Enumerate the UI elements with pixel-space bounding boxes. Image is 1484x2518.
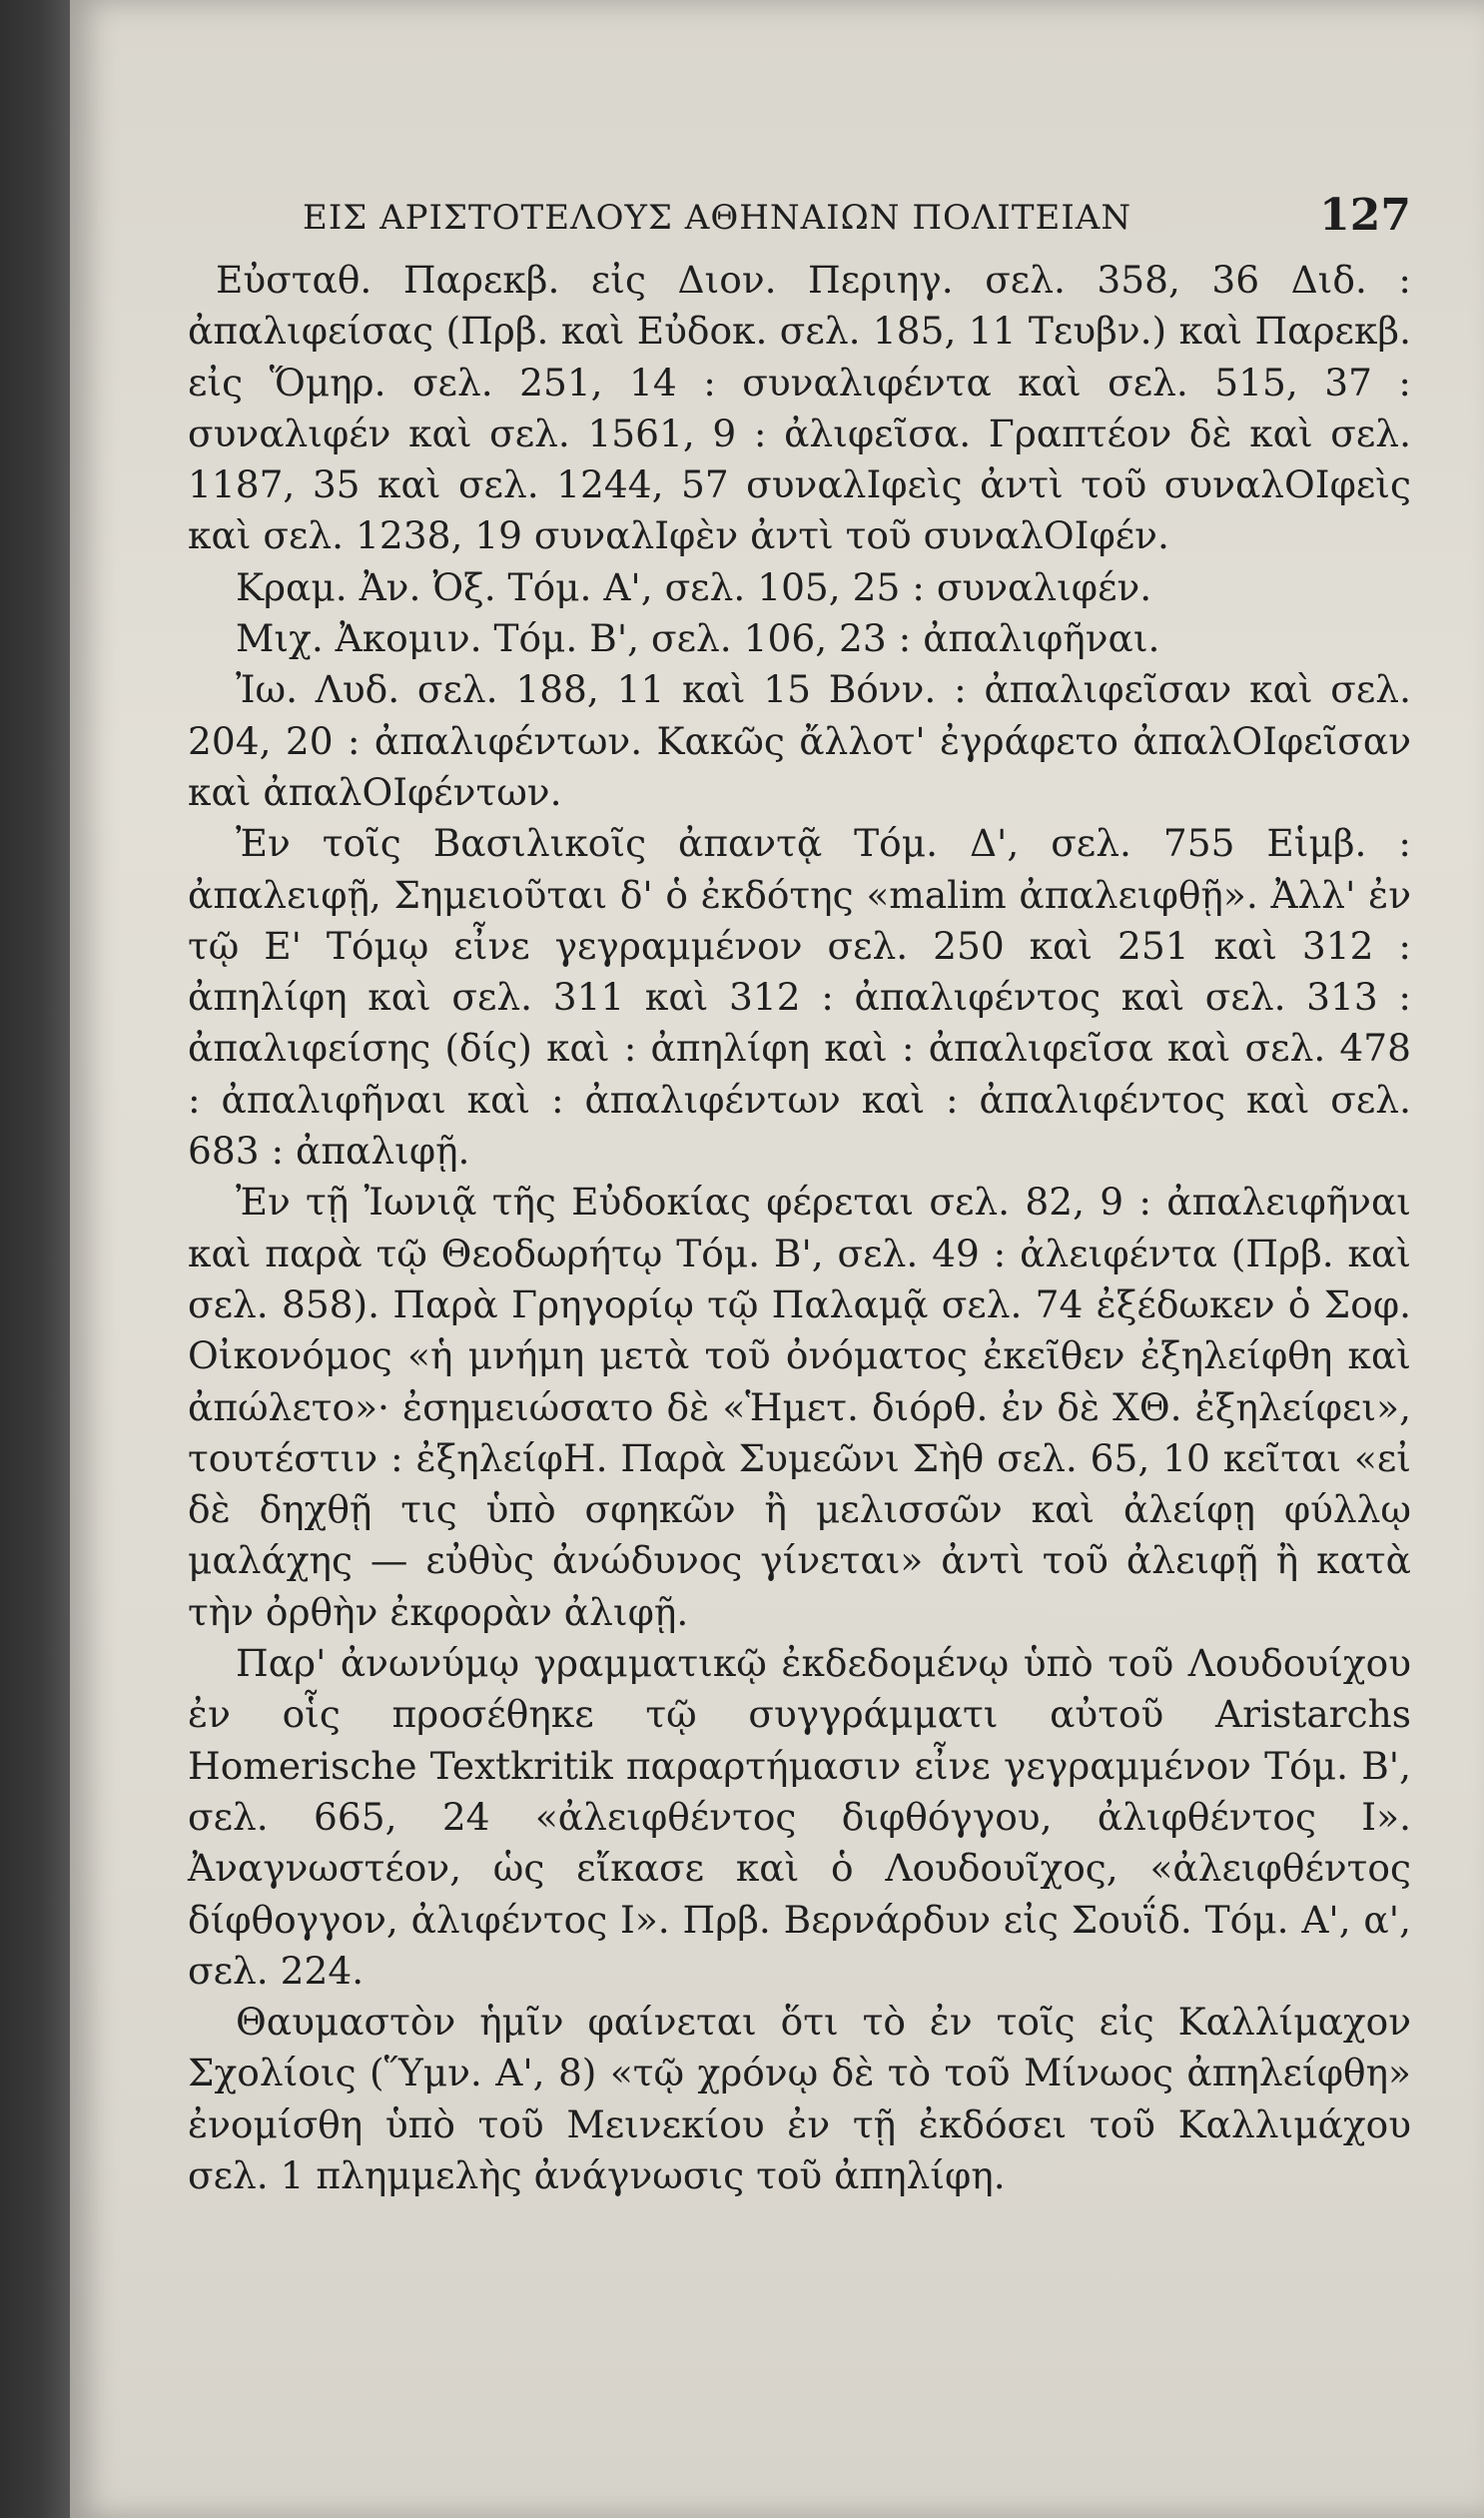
body-text — [188, 255, 1411, 2201]
page-header — [188, 190, 1411, 250]
paragraph: Κραμ. Ἀν. Ὀξ. Τόμ. Α', σελ. 105, 25 : συναλιφέν. — [236, 564, 1152, 609]
page-number: 127 — [1319, 190, 1411, 241]
paragraph: Θαυμαστὸν ἡμῖν φαίνεται ὅτι τὸ ἐν τοῖς εἰς Καλλίμαχον Σχολίοις (Ὕμν. Α', 8) «τῷ χρόνῳ δὲ τὸ τοῦ Μίνωος ἀπηλείφθη» ἐνομίσθη ὑπὸ τοῦ Μεινεκίου ἐν τῇ ἐκδόσει τοῦ Καλλιμάχου σελ. 1 πλημμελὴς ἀνάγνωσις τοῦ ἀπηλίφη. — [188, 2000, 1411, 2197]
paragraph: Εὐσταθ. Παρεκβ. εἰς Διον. Περιηγ. σελ. 358, 36 Διδ. : ἀπαλιφείσας (Πρβ. καὶ Εὐδοκ. σελ. 185, 11 Τευβν.) καὶ Παρεκβ. εἰς Ὅμηρ. σελ. 251, 14 : συναλιφέντα καὶ σελ. 515, 37 : συναλιφέν καὶ σελ. 1561, 9 : ἀλιφεῖσα. Γραπτέον δὲ καὶ σελ. 1187, 35 καὶ σελ. 1244, 57 συναλΙφεὶς ἀντὶ τοῦ συναλΟΙφεὶς καὶ σελ. 1238, 19 συναλΙφὲν ἀντὶ τοῦ συναλΟΙφέν. — [188, 258, 1411, 558]
paragraph: Ἰω. Λυδ. σελ. 188, 11 καὶ 15 Βόνν. : ἀπαλιφεῖσαν καὶ σελ. 204, 20 : ἀπαλιφέντων. Κακῶς ἄλλοτ' ἐγράφετο ἀπαλΟΙφεῖσαν καὶ ἀπαλΟΙφέντων. — [188, 667, 1411, 814]
paragraph: Παρ' ἀνωνύμῳ γραμματικῷ ἐκδεδομένῳ ὑπὸ τοῦ Λουδουίχου ἐν οἷς προσέθηκε τῷ συγγράμματι αὐτοῦ Aristarchs Homerische Textkritik παραρτήμασιν εἶνε γεγραμμένον Τόμ. Β', σελ. 665, 24 «ἀλειφθέντος διφθόγγου, ἀλιφθέντος Ι». Ἀναγνωστέον, ὡς εἴκασε καὶ ὁ Λουδουῖχος, «ἀλειφθέντος δίφθογγον, ἀλιφέντος Ι». Πρβ. Βερνάρδυν εἰς Σουΐδ. Τόμ. Α', α', σελ. 224. — [188, 1641, 1411, 1993]
book-page — [70, 0, 1484, 2518]
paragraph: Μιχ. Ἀκομιν. Τόμ. Β', σελ. 106, 23 : ἀπαλιφῆναι. — [236, 616, 1160, 661]
paragraph: Ἐν τοῖς Βασιλικοῖς ἀπαντᾷ Τόμ. Δ', σελ. 755 Εἱμβ. : ἀπαλειφῇ, Σημειοῦται δ' ὁ ἐκδότης «malim ἀπαλειφθῇ». Ἀλλ' ἐν τῷ Ε' Τόμῳ εἶνε γεγραμμένον σελ. 250 καὶ 251 καὶ 312 : ἀπηλίφη καὶ σελ. 311 καὶ 312 : ἀπαλιφέντος καὶ σελ. 313 : ἀπαλιφείσης (δίς) καὶ : ἀπηλίφη καὶ : ἀπαλιφεῖσα καὶ σελ. 478 : ἀπαλιφῆναι καὶ : ἀπαλιφέντων καὶ : ἀπαλιφέντος καὶ σελ. 683 : ἀπαλιφῇ. — [188, 821, 1411, 1174]
running-title: ΕΙΣ ΑΡΙΣΤΟΤΕΛΟΥΣ ΑΘΗΝΑΙΩΝ ΠΟΛΙΤΕΙΑΝ — [303, 198, 1132, 238]
paragraph: Ἐν τῇ Ἰωνιᾷ τῆς Εὐδοκίας φέρεται σελ. 82, 9 : ἀπαλειφῆναι καὶ παρὰ τῷ Θεοδωρήτῳ Τόμ. Β', σελ. 49 : ἀλειφέντα (Πρβ. καὶ σελ. 858). Παρὰ Γρηγορίῳ τῷ Παλαμᾷ σελ. 74 ἐξέδωκεν ὁ Σοφ. Οἰκονόμος «ἡ μνήμη μετὰ τοῦ ὀνόματος ἐκεῖθεν ἐξηλείφθη καὶ ἀπώλετο»· ἐσημειώσατο δὲ «Ἡμετ. διόρθ. ἐν δὲ ΧΘ. ἐξηλείφει», τουτέστιν : ἐξηλείφΗ. Παρὰ Συμεῶνι Σὴθ σελ. 65, 10 κεῖται «εἰ δὲ δηχθῇ τις ὑπὸ σφηκῶν ἢ μελισσῶν καὶ ἀλείφῃ φύλλῳ μαλάχης — εὐθὺς ἀνώδυνος γίνεται» ἀντὶ τοῦ ἀλειφῇ ἢ κατὰ τὴν ὀρθὴν ἐκφορὰν ἀλιφῇ. — [188, 1180, 1411, 1634]
